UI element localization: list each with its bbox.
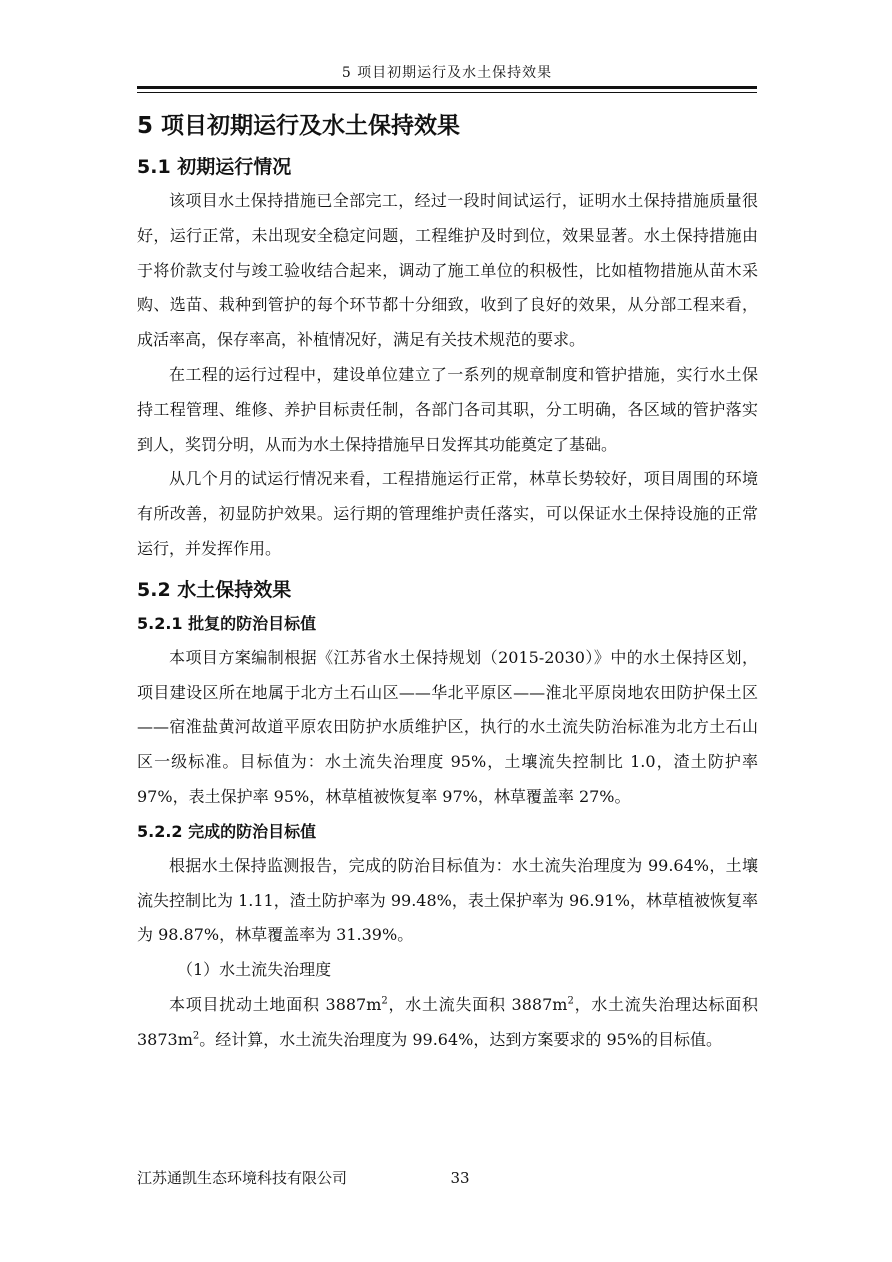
page-number: 33 — [450, 1169, 470, 1187]
superscript-2: 2 — [192, 1030, 200, 1042]
header-rule-thick — [137, 86, 757, 89]
item-1-heading: （1）水土流失治理度 — [177, 960, 332, 980]
section-5-2-2-paragraph: 根据水土保持监测报告，完成的防治目标值为：水土流失治理度为 99.64%，土壤流失控制比为 1.11，渣土防护率为 99.48%，表土保护率为 96.91%，林草植被恢复率为 98.87%，林草覆盖率为 31.39%。 — [137, 855, 758, 945]
section-5-2-title: 5.2 水土保持效果 — [137, 578, 292, 601]
item-1-paragraph — [137, 988, 758, 1058]
header-rule-thin — [137, 92, 757, 93]
item-1-text-2: ，水土流失面积 3887m — [387, 994, 568, 1014]
superscript-2: 2 — [381, 995, 388, 1007]
section-5-1-paragraph-1: 该项目水土保持措施已全部完工，经过一段时间试运行，证明水土保持措施质量很好，运行正常，未出现安全稳定问题，工程维护及时到位，效果显著。水土保持措施由于将价款支付与竣工验收结合起来，调动了施工单位的积极性，比如植物措施从苗木采购、选苗、栽种到管护的每个环节都十分细致，收到了良好的效果，从分部工程来看，成活率高，保存率高，补植情况好，满足有关技术规范的要求。 — [137, 191, 758, 350]
page-body — [137, 106, 758, 1058]
item-1-text-3: ，水土流失治理达标面积 3873m — [137, 994, 758, 1049]
section-5-2-1-title: 5.2.1 批复的防治目标值 — [137, 613, 317, 633]
footer-company: 江苏通凯生态环境科技有限公司 — [137, 1169, 348, 1187]
section-5-1-paragraph-3: 从几个月的试运行情况来看，工程措施运行正常，林草长势较好，项目周围的环境有所改善，初显防护效果。运行期的管理维护责任落实，可以保证水土保持设施的正常运行，并发挥作用。 — [137, 469, 758, 558]
superscript-2: 2 — [567, 995, 574, 1007]
section-5-2-2-title: 5.2.2 完成的防治目标值 — [137, 821, 317, 841]
chapter-title: 5 项目初期运行及水土保持效果 — [137, 113, 461, 139]
section-5-2-1-paragraph: 本项目方案编制根据《江苏省水土保持规划（2015-2030）》中的水土保持区划，项目建设区所在地属于北方土石山区——华北平原区——淮北平原岗地农田防护保土区——宿淮盐黄河故道平原农田防护水质维护区，执行的水土流失防治标准为北方土石山区一级标准。目标值为：水土流失治理度 95%，土壤流失控制比 1.0，渣土防护率 97%，表土保护率 95%，林草植被恢复率 97%，林草覆盖率 27%。 — [137, 647, 758, 806]
section-5-1-title: 5.1 初期运行情况 — [137, 156, 292, 178]
running-header-title: 5 项目初期运行及水土保持效果 — [341, 65, 553, 81]
item-1-text-4: 。经计算，水土流失治理度为 99.64%，达到方案要求的 95%的目标值。 — [199, 1029, 723, 1049]
section-5-1-paragraph-2: 在工程的运行过程中，建设单位建立了一系列的规章制度和管护措施，实行水土保持工程管理、维修、养护目标责任制，各部门各司其职，分工明确，各区域的管护落实到人，奖罚分明，从而为水土保持措施早日发挥其功能奠定了基础。 — [137, 364, 758, 454]
item-1-text-1: 本项目扰动土地面积 3887m — [169, 994, 382, 1014]
